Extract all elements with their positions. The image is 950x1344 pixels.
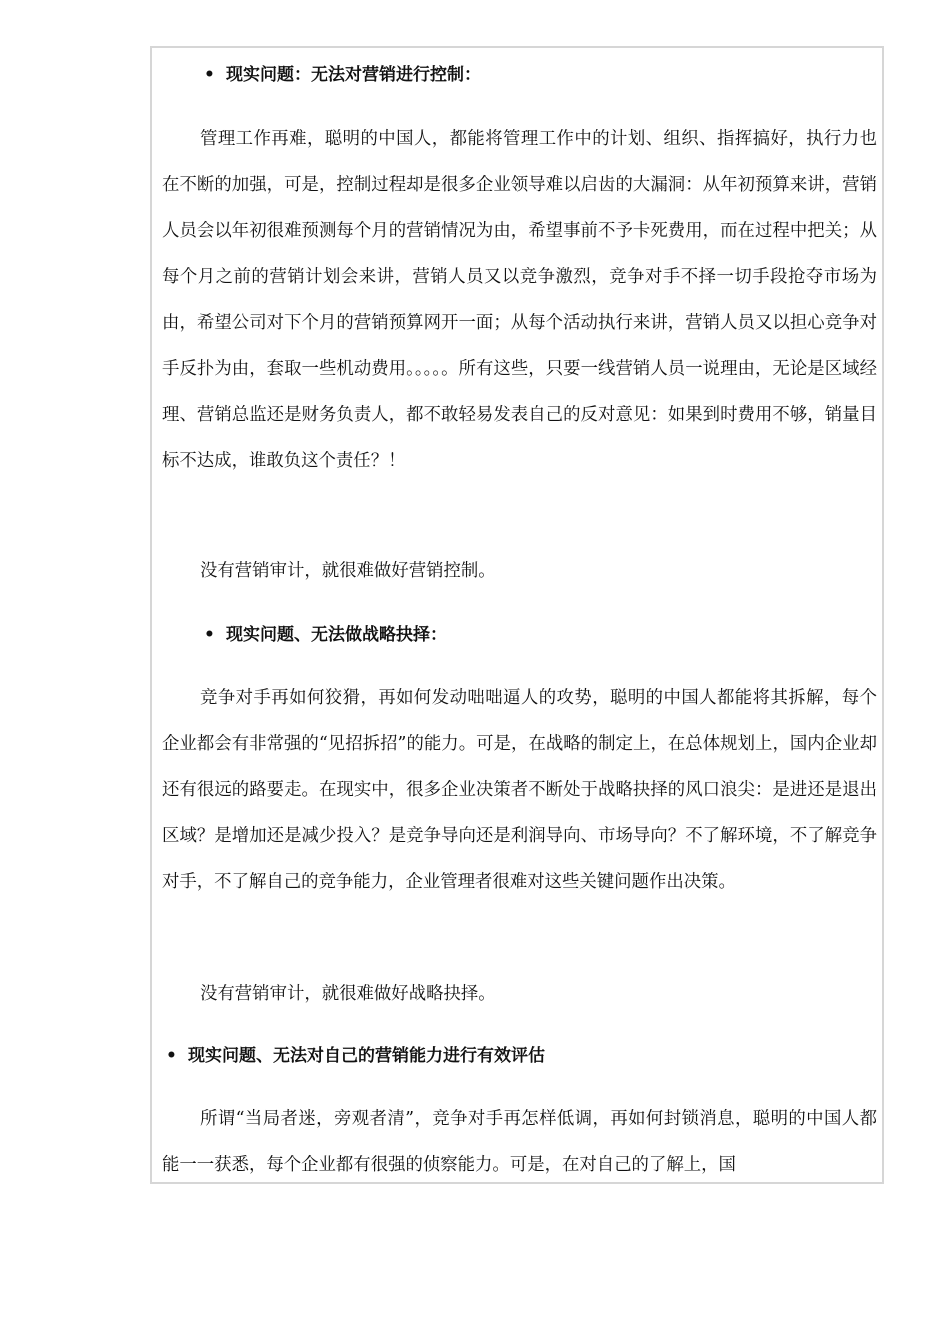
- section-heading-evaluation: [166, 1045, 545, 1067]
- paragraph-evaluation-body: 所谓“当局者迷，旁观者清”，竞争对手再怎样低调，再如何封锁消息，聪明的中国人都能一一获悉，每个企业都有很强的侦察能力。可是，在对自己的了解上，国: [162, 1109, 877, 1175]
- heading-text: 现实问题：无法对营销进行控制：: [226, 65, 481, 85]
- bullet-icon: •: [204, 65, 215, 85]
- conclusion-strategy: 没有营销审计，就很难做好战略抉择。: [200, 984, 496, 1004]
- heading-text: 现实问题、无法做战略抉择：: [226, 625, 447, 645]
- conclusion-control: 没有营销审计，就很难做好营销控制。: [200, 561, 496, 581]
- bullet-icon: •: [166, 1046, 177, 1066]
- paragraph-strategy-body: 竞争对手再如何狡猾，再如何发动咄咄逼人的攻势，聪明的中国人都能将其拆解，每个企业都会有非常强的“见招拆招”的能力。可是，在战略的制定上，在总体规划上，国内企业却还有很远的路要走。在现实中，很多企业决策者不断处于战略抉择的风口浪尖：是进还是退出区域？是增加还是减少投入？是竞争导向还是利润导向、市场导向？不了解环境，不了解竞争对手，不了解自己的竞争能力，企业管理者很难对这些关键问题作出决策。: [162, 688, 877, 892]
- section-heading-strategy: [204, 624, 447, 646]
- bullet-icon: •: [204, 625, 215, 645]
- document-frame: [150, 46, 884, 1184]
- section-heading-control: [204, 64, 481, 86]
- heading-text: 现实问题、无法对自己的营销能力进行有效评估: [188, 1046, 545, 1066]
- paragraph-control-body: 管理工作再难，聪明的中国人，都能将管理工作中的计划、组织、指挥搞好，执行力也在不断的加强，可是，控制过程却是很多企业领导难以启齿的大漏洞：从年初预算来讲，营销人员会以年初很难预测每个月的营销情况为由，希望事前不予卡死费用，而在过程中把关；从每个月之前的营销计划会来讲，营销人员又以竞争激烈，竞争对手不择一切手段抢夺市场为由，希望公司对下个月的营销预算网开一面；从每个活动执行来讲，营销人员又以担心竞争对手反扑为由，套取一些机动费用。。。。。所有这些，只要一线营销人员一说理由，无论是区域经理、营销总监还是财务负责人，都不敢轻易发表自己的反对意见：如果到时费用不够，销量目标不达成，谁敢负这个责任？！: [162, 129, 877, 471]
